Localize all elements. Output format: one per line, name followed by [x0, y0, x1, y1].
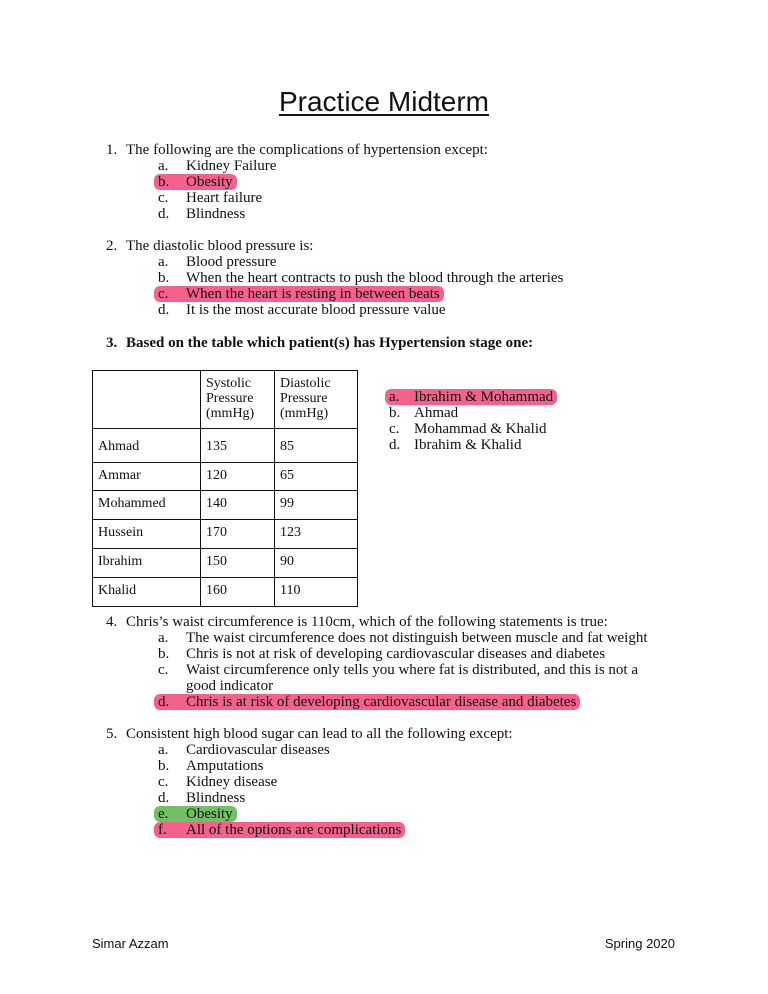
table-cell: 99 — [275, 491, 358, 520]
question-3-options — [389, 389, 557, 453]
option-letter: b. — [158, 174, 170, 190]
option — [158, 646, 686, 662]
option-letter: c. — [158, 662, 169, 678]
option-letter: a. — [158, 254, 169, 270]
question-text: Chris’s waist circumference is 110cm, which of the following statements is true: — [126, 614, 608, 630]
option — [158, 630, 686, 646]
table-cell: 123 — [275, 520, 358, 549]
table-cell: 150 — [201, 549, 275, 578]
option — [389, 421, 557, 437]
table-header-cell — [93, 371, 201, 429]
option-letter: c. — [158, 286, 169, 302]
option — [158, 758, 686, 774]
table-header-cell: Diastolic Pressure (mmHg) — [275, 371, 358, 429]
footer-term: Spring 2020 — [604, 936, 675, 951]
table-row — [93, 520, 358, 549]
table-cell: 140 — [201, 491, 275, 520]
option-text: Mohammad & Khalid — [414, 421, 547, 437]
question-number: 3. — [106, 335, 118, 351]
option-text: Heart failure — [186, 190, 263, 206]
option-letter: e. — [158, 806, 169, 822]
table-header-cell: Systolic Pressure (mmHg) — [201, 371, 275, 429]
option-text: Kidney Failure — [186, 158, 277, 174]
question-1 — [106, 142, 686, 222]
question-5 — [106, 726, 686, 838]
option-letter: c. — [389, 421, 400, 437]
question-text: The following are the complications of hypertension except: — [126, 142, 488, 158]
option-letter: d. — [158, 302, 170, 318]
option-letter: c. — [158, 774, 169, 790]
question-2 — [106, 238, 686, 318]
option-text: The waist circumference does not distinguish between muscle and fat weight — [186, 630, 648, 646]
table-cell: 110 — [275, 578, 358, 607]
option — [158, 302, 686, 318]
option-letter: d. — [158, 694, 170, 710]
option-text: It is the most accurate blood pressure value — [186, 302, 446, 318]
option — [158, 206, 686, 222]
option — [389, 405, 557, 421]
question-text: The diastolic blood pressure is: — [126, 238, 314, 254]
option-text: Chris is not at risk of developing cardiovascular diseases and diabetes — [186, 646, 606, 662]
option — [158, 662, 658, 694]
option-text: Blindness — [186, 206, 246, 222]
question-number: 1. — [106, 142, 118, 158]
option-highlighted — [158, 694, 686, 710]
blood-pressure-table — [92, 370, 358, 607]
table-row — [93, 463, 358, 491]
table-cell: 135 — [201, 429, 275, 463]
question-text: Based on the table which patient(s) has Hypertension stage one: — [126, 335, 534, 351]
option-text: Ahmad — [414, 405, 459, 421]
option — [389, 437, 557, 453]
table-cell: Ahmad — [93, 429, 201, 463]
option-highlighted — [389, 389, 557, 405]
option-letter: a. — [389, 389, 400, 405]
option — [158, 742, 686, 758]
table-cell: Mohammed — [93, 491, 201, 520]
option-letter: b. — [158, 646, 170, 662]
option — [158, 774, 686, 790]
option-letter: d. — [158, 790, 170, 806]
option-text: Chris is at risk of developing cardiovascular disease and diabetes — [186, 694, 577, 710]
option-highlighted — [158, 286, 686, 302]
option-highlighted-green — [158, 806, 686, 822]
option-text: Ibrahim & Mohammad — [414, 389, 554, 405]
option — [158, 254, 686, 270]
option — [158, 790, 686, 806]
option-text: Waist circumference only tells you where fat is distributed, and this is not a good indicator — [186, 662, 639, 694]
option-letter: a. — [158, 742, 169, 758]
option-letter: b. — [158, 270, 170, 286]
table-cell: Ibrahim — [93, 549, 201, 578]
question-number: 2. — [106, 238, 118, 254]
table-row — [93, 578, 358, 607]
option-letter: a. — [158, 158, 169, 174]
table-cell: 170 — [201, 520, 275, 549]
question-text: Consistent high blood sugar can lead to all the following except: — [126, 726, 513, 742]
question-4 — [106, 614, 686, 710]
table-row — [93, 549, 358, 578]
option-text: When the heart contracts to push the blood through the arteries — [186, 270, 564, 286]
question-number: 5. — [106, 726, 118, 742]
table-cell: Hussein — [93, 520, 201, 549]
option-text: Cardiovascular diseases — [186, 742, 330, 758]
option-text: Obesity — [186, 174, 233, 190]
option-text: Ibrahim & Khalid — [414, 437, 522, 453]
table-cell: Ammar — [93, 463, 201, 491]
option-text: All of the options are complications — [186, 822, 402, 838]
option-letter: b. — [158, 758, 170, 774]
option-letter: b. — [389, 405, 401, 421]
table-cell: 85 — [275, 429, 358, 463]
option — [158, 270, 686, 286]
table-cell: 160 — [201, 578, 275, 607]
table-header-row — [93, 371, 358, 429]
table-cell: 65 — [275, 463, 358, 491]
option-text: Obesity — [186, 806, 233, 822]
footer-author: Simar Azzam — [92, 936, 169, 951]
question-number: 4. — [106, 614, 118, 630]
table-cell: 120 — [201, 463, 275, 491]
question-3 — [106, 335, 686, 351]
option-text: Blindness — [186, 790, 246, 806]
option-text: Blood pressure — [186, 254, 277, 270]
option-highlighted — [158, 822, 686, 838]
table-cell: 90 — [275, 549, 358, 578]
option-letter: f. — [158, 822, 167, 838]
option-text: Amputations — [186, 758, 264, 774]
table-cell: Khalid — [93, 578, 201, 607]
option-letter: d. — [158, 206, 170, 222]
option — [158, 158, 686, 174]
option-letter: c. — [158, 190, 169, 206]
page-title: Practice Midterm — [278, 86, 490, 117]
option-text: Kidney disease — [186, 774, 278, 790]
option-letter: a. — [158, 630, 169, 646]
option-letter: d. — [389, 437, 401, 453]
option-text: When the heart is resting in between beats — [186, 286, 440, 302]
option-highlighted — [158, 174, 686, 190]
option — [158, 190, 686, 206]
table-row — [93, 491, 358, 520]
table-row — [93, 429, 358, 463]
